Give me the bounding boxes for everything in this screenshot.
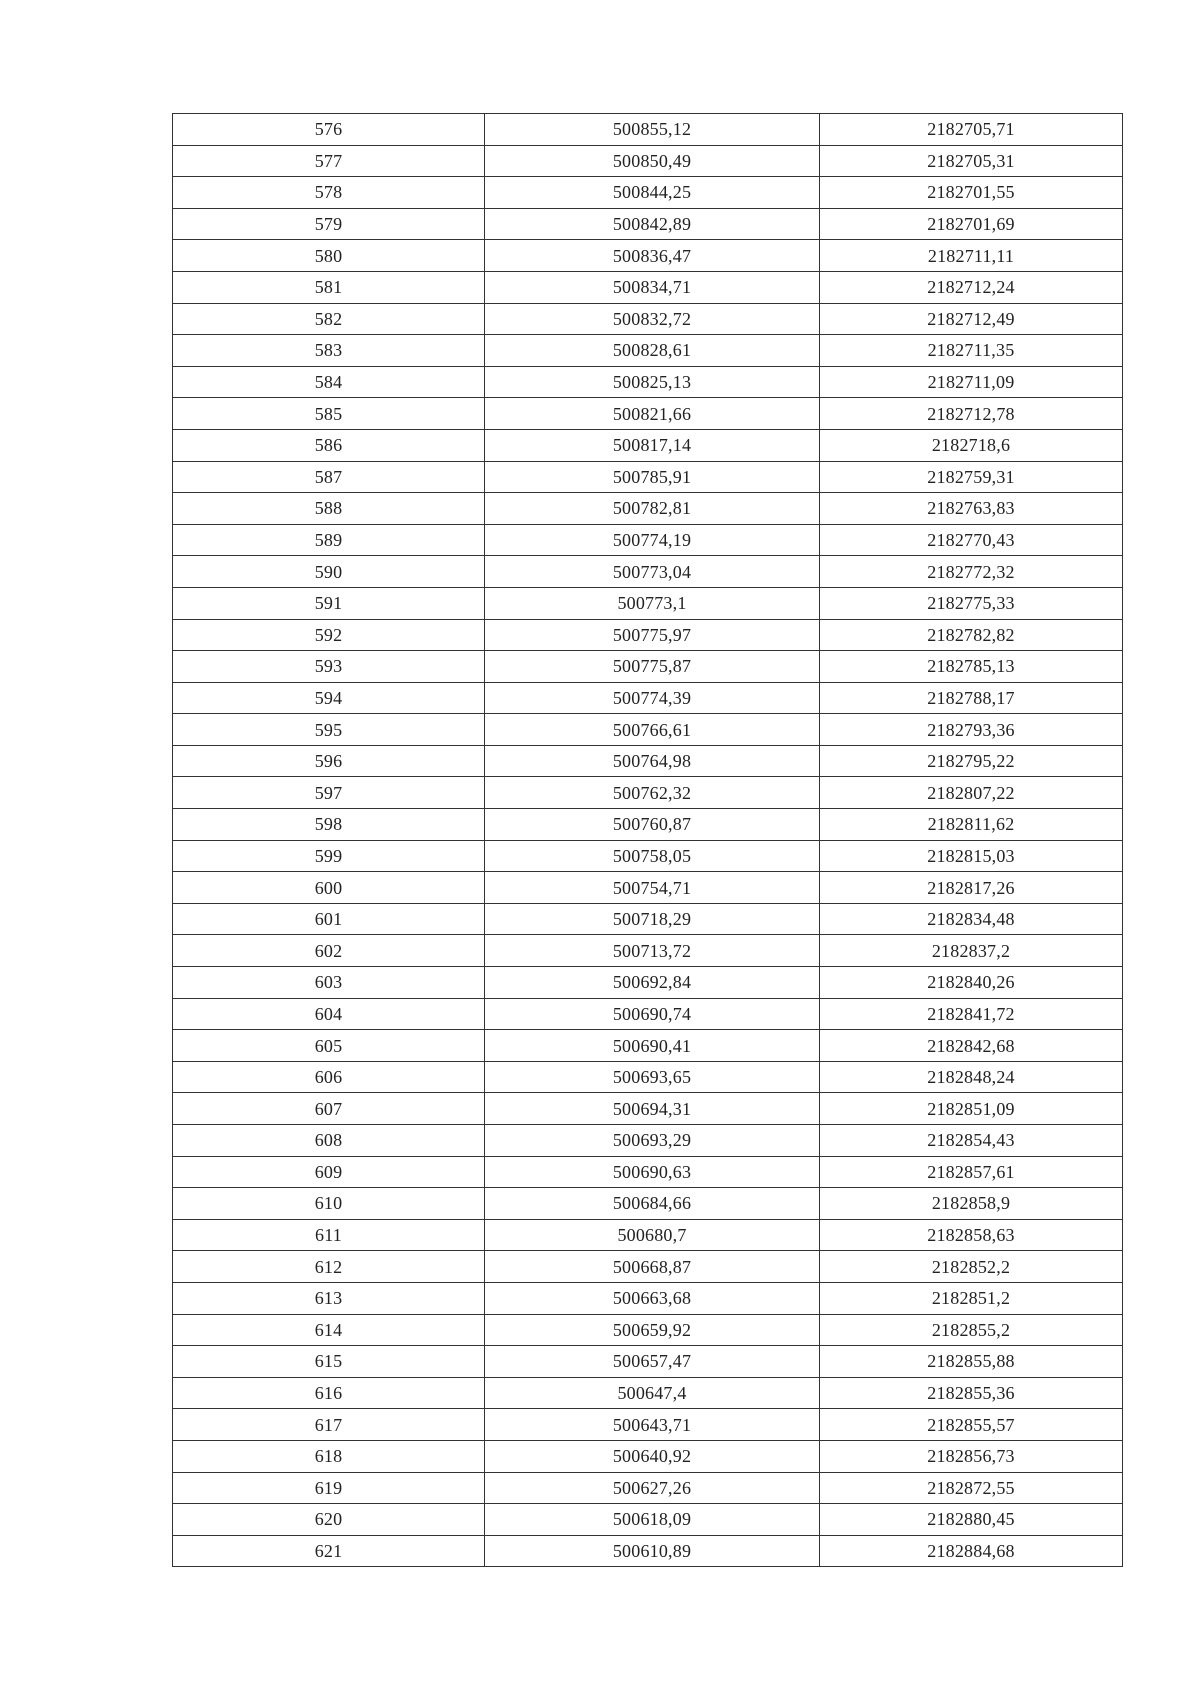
point-number-cell: 600 [173, 872, 485, 904]
point-number-cell: 606 [173, 1061, 485, 1093]
y-coordinate-cell: 2182785,13 [820, 651, 1123, 683]
y-coordinate-cell: 2182815,03 [820, 840, 1123, 872]
y-coordinate-cell: 2182848,24 [820, 1061, 1123, 1093]
y-coordinate-cell: 2182842,68 [820, 1030, 1123, 1062]
point-number-cell: 579 [173, 208, 485, 240]
x-coordinate-cell: 500647,4 [485, 1377, 820, 1409]
point-number-cell: 610 [173, 1188, 485, 1220]
y-coordinate-cell: 2182782,82 [820, 619, 1123, 651]
x-coordinate-cell: 500850,49 [485, 145, 820, 177]
x-coordinate-cell: 500657,47 [485, 1346, 820, 1378]
point-number-cell: 583 [173, 335, 485, 367]
y-coordinate-cell: 2182857,61 [820, 1156, 1123, 1188]
table-row [173, 967, 1123, 999]
y-coordinate-cell: 2182795,22 [820, 745, 1123, 777]
y-coordinate-cell: 2182855,36 [820, 1377, 1123, 1409]
point-number-cell: 589 [173, 524, 485, 556]
x-coordinate-cell: 500693,29 [485, 1125, 820, 1157]
y-coordinate-cell: 2182705,31 [820, 145, 1123, 177]
y-coordinate-cell: 2182872,55 [820, 1472, 1123, 1504]
point-number-cell: 596 [173, 745, 485, 777]
point-number-cell: 593 [173, 651, 485, 683]
y-coordinate-cell: 2182711,09 [820, 366, 1123, 398]
y-coordinate-cell: 2182837,2 [820, 935, 1123, 967]
y-coordinate-cell: 2182855,57 [820, 1409, 1123, 1441]
x-coordinate-cell: 500764,98 [485, 745, 820, 777]
x-coordinate-cell: 500832,72 [485, 303, 820, 335]
table-row [173, 366, 1123, 398]
y-coordinate-cell: 2182770,43 [820, 524, 1123, 556]
y-coordinate-cell: 2182841,72 [820, 998, 1123, 1030]
table-row [173, 398, 1123, 430]
table-row [173, 461, 1123, 493]
point-number-cell: 620 [173, 1504, 485, 1536]
x-coordinate-cell: 500690,74 [485, 998, 820, 1030]
table-row [173, 1251, 1123, 1283]
point-number-cell: 621 [173, 1535, 485, 1567]
y-coordinate-cell: 2182788,17 [820, 682, 1123, 714]
table-row [173, 809, 1123, 841]
y-coordinate-cell: 2182701,69 [820, 208, 1123, 240]
x-coordinate-cell: 500668,87 [485, 1251, 820, 1283]
point-number-cell: 617 [173, 1409, 485, 1441]
y-coordinate-cell: 2182855,88 [820, 1346, 1123, 1378]
table-row [173, 208, 1123, 240]
x-coordinate-cell: 500775,97 [485, 619, 820, 651]
point-number-cell: 576 [173, 114, 485, 146]
table-row [173, 177, 1123, 209]
table-row [173, 651, 1123, 683]
y-coordinate-cell: 2182772,32 [820, 556, 1123, 588]
table-row [173, 587, 1123, 619]
x-coordinate-cell: 500842,89 [485, 208, 820, 240]
x-coordinate-cell: 500855,12 [485, 114, 820, 146]
y-coordinate-cell: 2182712,49 [820, 303, 1123, 335]
y-coordinate-cell: 2182851,2 [820, 1282, 1123, 1314]
y-coordinate-cell: 2182701,55 [820, 177, 1123, 209]
point-number-cell: 599 [173, 840, 485, 872]
y-coordinate-cell: 2182834,48 [820, 903, 1123, 935]
point-number-cell: 607 [173, 1093, 485, 1125]
x-coordinate-cell: 500834,71 [485, 271, 820, 303]
y-coordinate-cell: 2182793,36 [820, 714, 1123, 746]
x-coordinate-cell: 500684,66 [485, 1188, 820, 1220]
point-number-cell: 613 [173, 1282, 485, 1314]
table-row [173, 524, 1123, 556]
table-row [173, 1188, 1123, 1220]
table-row [173, 114, 1123, 146]
point-number-cell: 611 [173, 1219, 485, 1251]
point-number-cell: 609 [173, 1156, 485, 1188]
table-row [173, 1409, 1123, 1441]
x-coordinate-cell: 500836,47 [485, 240, 820, 272]
table-row [173, 1219, 1123, 1251]
x-coordinate-cell: 500754,71 [485, 872, 820, 904]
point-number-cell: 580 [173, 240, 485, 272]
y-coordinate-cell: 2182711,11 [820, 240, 1123, 272]
x-coordinate-cell: 500718,29 [485, 903, 820, 935]
point-number-cell: 590 [173, 556, 485, 588]
table-row [173, 714, 1123, 746]
table-row [173, 745, 1123, 777]
table-row [173, 935, 1123, 967]
x-coordinate-cell: 500844,25 [485, 177, 820, 209]
table-row [173, 777, 1123, 809]
point-number-cell: 605 [173, 1030, 485, 1062]
y-coordinate-cell: 2182840,26 [820, 967, 1123, 999]
y-coordinate-cell: 2182807,22 [820, 777, 1123, 809]
x-coordinate-cell: 500758,05 [485, 840, 820, 872]
table-row [173, 1504, 1123, 1536]
x-coordinate-cell: 500618,09 [485, 1504, 820, 1536]
point-number-cell: 587 [173, 461, 485, 493]
x-coordinate-cell: 500692,84 [485, 967, 820, 999]
x-coordinate-cell: 500643,71 [485, 1409, 820, 1441]
table-row [173, 1156, 1123, 1188]
table-row [173, 1093, 1123, 1125]
table-row [173, 556, 1123, 588]
y-coordinate-cell: 2182759,31 [820, 461, 1123, 493]
x-coordinate-cell: 500760,87 [485, 809, 820, 841]
table-row [173, 1472, 1123, 1504]
x-coordinate-cell: 500825,13 [485, 366, 820, 398]
point-number-cell: 586 [173, 429, 485, 461]
point-number-cell: 584 [173, 366, 485, 398]
y-coordinate-cell: 2182858,63 [820, 1219, 1123, 1251]
point-number-cell: 612 [173, 1251, 485, 1283]
point-number-cell: 588 [173, 493, 485, 525]
table-row [173, 240, 1123, 272]
y-coordinate-cell: 2182854,43 [820, 1125, 1123, 1157]
x-coordinate-cell: 500782,81 [485, 493, 820, 525]
table-row [173, 1440, 1123, 1472]
y-coordinate-cell: 2182705,71 [820, 114, 1123, 146]
table-row [173, 872, 1123, 904]
table-row [173, 840, 1123, 872]
table-row [173, 1030, 1123, 1062]
x-coordinate-cell: 500821,66 [485, 398, 820, 430]
x-coordinate-cell: 500610,89 [485, 1535, 820, 1567]
point-number-cell: 591 [173, 587, 485, 619]
table-row [173, 1125, 1123, 1157]
x-coordinate-cell: 500773,04 [485, 556, 820, 588]
table-row [173, 335, 1123, 367]
x-coordinate-cell: 500640,92 [485, 1440, 820, 1472]
point-number-cell: 618 [173, 1440, 485, 1472]
y-coordinate-cell: 2182858,9 [820, 1188, 1123, 1220]
x-coordinate-cell: 500785,91 [485, 461, 820, 493]
table-row [173, 1282, 1123, 1314]
table-row [173, 145, 1123, 177]
y-coordinate-cell: 2182855,2 [820, 1314, 1123, 1346]
x-coordinate-cell: 500774,39 [485, 682, 820, 714]
y-coordinate-cell: 2182718,6 [820, 429, 1123, 461]
y-coordinate-cell: 2182852,2 [820, 1251, 1123, 1283]
x-coordinate-cell: 500659,92 [485, 1314, 820, 1346]
y-coordinate-cell: 2182880,45 [820, 1504, 1123, 1536]
x-coordinate-cell: 500762,32 [485, 777, 820, 809]
point-number-cell: 614 [173, 1314, 485, 1346]
point-number-cell: 604 [173, 998, 485, 1030]
y-coordinate-cell: 2182763,83 [820, 493, 1123, 525]
point-number-cell: 592 [173, 619, 485, 651]
y-coordinate-cell: 2182851,09 [820, 1093, 1123, 1125]
table-row [173, 271, 1123, 303]
y-coordinate-cell: 2182856,73 [820, 1440, 1123, 1472]
table-row [173, 1535, 1123, 1567]
point-number-cell: 615 [173, 1346, 485, 1378]
table-row [173, 1377, 1123, 1409]
x-coordinate-cell: 500694,31 [485, 1093, 820, 1125]
x-coordinate-cell: 500713,72 [485, 935, 820, 967]
x-coordinate-cell: 500663,68 [485, 1282, 820, 1314]
point-number-cell: 582 [173, 303, 485, 335]
point-number-cell: 594 [173, 682, 485, 714]
table-row [173, 429, 1123, 461]
table-row [173, 303, 1123, 335]
coordinates-table [172, 113, 1123, 1567]
table-row [173, 1061, 1123, 1093]
point-number-cell: 581 [173, 271, 485, 303]
x-coordinate-cell: 500817,14 [485, 429, 820, 461]
x-coordinate-cell: 500690,41 [485, 1030, 820, 1062]
point-number-cell: 578 [173, 177, 485, 209]
y-coordinate-cell: 2182712,78 [820, 398, 1123, 430]
point-number-cell: 619 [173, 1472, 485, 1504]
point-number-cell: 598 [173, 809, 485, 841]
x-coordinate-cell: 500680,7 [485, 1219, 820, 1251]
y-coordinate-cell: 2182775,33 [820, 587, 1123, 619]
table-row [173, 1314, 1123, 1346]
x-coordinate-cell: 500766,61 [485, 714, 820, 746]
y-coordinate-cell: 2182711,35 [820, 335, 1123, 367]
point-number-cell: 608 [173, 1125, 485, 1157]
point-number-cell: 603 [173, 967, 485, 999]
point-number-cell: 602 [173, 935, 485, 967]
x-coordinate-cell: 500690,63 [485, 1156, 820, 1188]
table-row [173, 619, 1123, 651]
y-coordinate-cell: 2182712,24 [820, 271, 1123, 303]
point-number-cell: 597 [173, 777, 485, 809]
x-coordinate-cell: 500828,61 [485, 335, 820, 367]
x-coordinate-cell: 500693,65 [485, 1061, 820, 1093]
point-number-cell: 577 [173, 145, 485, 177]
x-coordinate-cell: 500627,26 [485, 1472, 820, 1504]
x-coordinate-cell: 500775,87 [485, 651, 820, 683]
table-row [173, 998, 1123, 1030]
y-coordinate-cell: 2182811,62 [820, 809, 1123, 841]
coordinates-table-body [173, 114, 1123, 1567]
table-row [173, 682, 1123, 714]
x-coordinate-cell: 500773,1 [485, 587, 820, 619]
x-coordinate-cell: 500774,19 [485, 524, 820, 556]
table-row [173, 903, 1123, 935]
table-row [173, 1346, 1123, 1378]
point-number-cell: 601 [173, 903, 485, 935]
point-number-cell: 595 [173, 714, 485, 746]
point-number-cell: 616 [173, 1377, 485, 1409]
table-row [173, 493, 1123, 525]
y-coordinate-cell: 2182884,68 [820, 1535, 1123, 1567]
point-number-cell: 585 [173, 398, 485, 430]
y-coordinate-cell: 2182817,26 [820, 872, 1123, 904]
